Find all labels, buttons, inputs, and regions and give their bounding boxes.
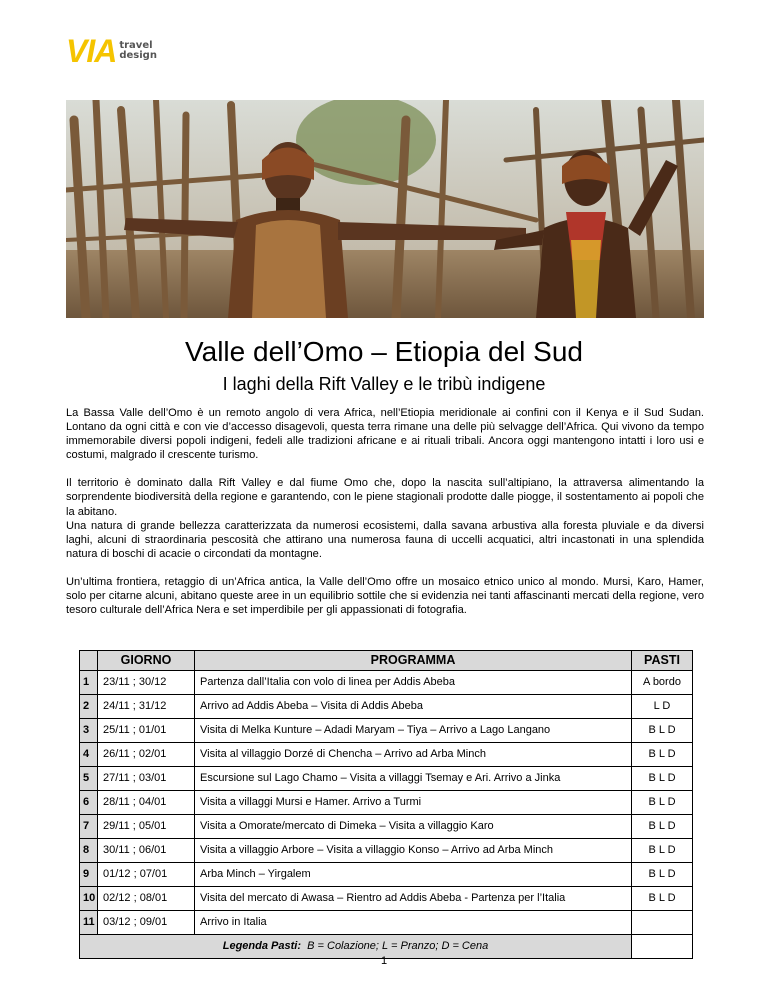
table-row: [80, 695, 693, 719]
day-meals: B L D: [632, 863, 693, 887]
table-row: [80, 767, 693, 791]
logo-wordmark: [119, 41, 157, 61]
day-date: 01/12 ; 07/01: [98, 863, 195, 887]
paragraph: Il territorio è dominato dalla Rift Valley e dal fiume Omo che, dopo la nascita sull’altipiano, la attraversa alimentando la sorprendente biodiversità della regione e garantendo, con le piene stagionali prodotte dalle piogge, il sostentamento ai popoli che la abitano.: [66, 477, 704, 518]
day-date: 24/11 ; 31/12: [98, 695, 195, 719]
day-number: 11: [80, 911, 98, 935]
table-row: [80, 743, 693, 767]
logo-mark: VIA: [66, 33, 117, 69]
day-program: Visita di Melka Kunture – Adadi Maryam – Tiya – Arrivo a Lago Langano: [195, 719, 632, 743]
via-travel-design-logo: [66, 34, 157, 68]
day-number: 9: [80, 863, 98, 887]
day-date: 29/11 ; 05/01: [98, 815, 195, 839]
paragraph: Una natura di grande bellezza caratterizzata da numerosi ecosistemi, dalla savana arbustiva alla foresta pluviale e da diversi laghi, alcuni di straordinaria pescosità che attirano una numerosa fauna di uccelli acquatici, altri incastonati in una splendida natura di boschi di acacie o circondati da montagne.: [66, 519, 704, 560]
day-program: Arrivo ad Addis Abeba – Visita di Addis Abeba: [195, 695, 632, 719]
day-date: 03/12 ; 09/01: [98, 911, 195, 935]
day-program: Escursione sul Lago Chamo – Visita a villaggi Tsemay e Ari. Arrivo a Jinka: [195, 767, 632, 791]
day-meals: B L D: [632, 815, 693, 839]
day-number: 6: [80, 791, 98, 815]
day-meals: A bordo: [632, 671, 693, 695]
day-program: Partenza dall’Italia con volo di linea per Addis Abeba: [195, 671, 632, 695]
table-row: [80, 911, 693, 935]
day-program: Visita a villaggio Arbore – Visita a villaggio Konso – Arrivo ad Arba Minch: [195, 839, 632, 863]
header-program: PROGRAMMA: [195, 651, 632, 671]
header-day: GIORNO: [98, 651, 195, 671]
day-meals: B L D: [632, 767, 693, 791]
day-meals: B L D: [632, 839, 693, 863]
day-program: Visita del mercato di Awasa – Rientro ad Addis Abeba - Partenza per l’Italia: [195, 887, 632, 911]
day-number: 5: [80, 767, 98, 791]
page-title: Valle dell’Omo – Etiopia del Sud: [185, 336, 583, 367]
day-number: 4: [80, 743, 98, 767]
hero-photo: [66, 100, 704, 318]
day-meals: B L D: [632, 743, 693, 767]
day-date: 30/11 ; 06/01: [98, 839, 195, 863]
day-program: Visita a villaggi Mursi e Hamer. Arrivo a Turmi: [195, 791, 632, 815]
day-meals: L D: [632, 695, 693, 719]
legend-text: B = Colazione; L = Pranzo; D = Cena: [307, 940, 489, 952]
table-row: [80, 671, 693, 695]
day-number: 2: [80, 695, 98, 719]
header-meals: PASTI: [632, 651, 693, 671]
day-meals: B L D: [632, 791, 693, 815]
day-program: Arba Minch – Yirgalem: [195, 863, 632, 887]
legend-label: Legenda Pasti:: [222, 940, 301, 952]
day-program: Visita a Omorate/mercato di Dimeka – Visita a villaggio Karo: [195, 815, 632, 839]
page-number: 1: [380, 955, 388, 967]
day-program: Visita al villaggio Dorzé di Chencha – Arrivo ad Arba Minch: [195, 743, 632, 767]
table-row: [80, 863, 693, 887]
day-program: Arrivo in Italia: [195, 911, 632, 935]
day-date: 26/11 ; 02/01: [98, 743, 195, 767]
table-row: [80, 887, 693, 911]
itinerary-table: [79, 650, 693, 959]
intro-text: [66, 406, 704, 631]
day-meals: B L D: [632, 719, 693, 743]
table-row: [80, 815, 693, 839]
day-number: 7: [80, 815, 98, 839]
table-row: [80, 719, 693, 743]
day-date: 27/11 ; 03/01: [98, 767, 195, 791]
table-row: [80, 791, 693, 815]
day-meals: B L D: [632, 887, 693, 911]
paragraph: Un’ultima frontiera, retaggio di un’Africa antica, la Valle dell’Omo offre un mosaico etnico unico al mondo. Mursi, Karo, Hamer, solo per citarne alcuni, abitano queste aree in un equilibrio sottile che si evidenzia nei tanti affascinanti mercati della regione, vero tesoro culturale dell’Africa Nera e set imperdibile per gli appassionati di fotografia.: [66, 575, 704, 617]
day-date: 02/12 ; 08/01: [98, 887, 195, 911]
day-date: 23/11 ; 30/12: [98, 671, 195, 695]
table-header-row: [80, 651, 693, 671]
day-number: 1: [80, 671, 98, 695]
header-corner: [80, 651, 98, 671]
paragraph: La Bassa Valle dell’Omo è un remoto angolo di vera Africa, nell’Etiopia meridionale ai confini con il Kenya e il Sud Sudan. Lontano da ogni città e con vie d’accesso disagevoli, questa terra rimane una delle più selvagge dell’Africa. Qui vivono da tempo immemorabile diversi popoli indigeni, fedeli alle tradizioni africane e ai rituali tribali. Ancora oggi mantengono intatti i loro usi e costumi, malgrado il crescente turismo.: [66, 407, 704, 462]
day-date: 28/11 ; 04/01: [98, 791, 195, 815]
day-date: 25/11 ; 01/01: [98, 719, 195, 743]
table-row: [80, 839, 693, 863]
day-number: 10: [80, 887, 98, 911]
page-subtitle: I laghi della Rift Valley e le tribù indigene: [222, 374, 546, 394]
day-number: 3: [80, 719, 98, 743]
logo-line-1: travel: [119, 40, 153, 51]
day-number: 8: [80, 839, 98, 863]
logo-line-2: design: [119, 50, 157, 61]
day-meals: [632, 911, 693, 935]
